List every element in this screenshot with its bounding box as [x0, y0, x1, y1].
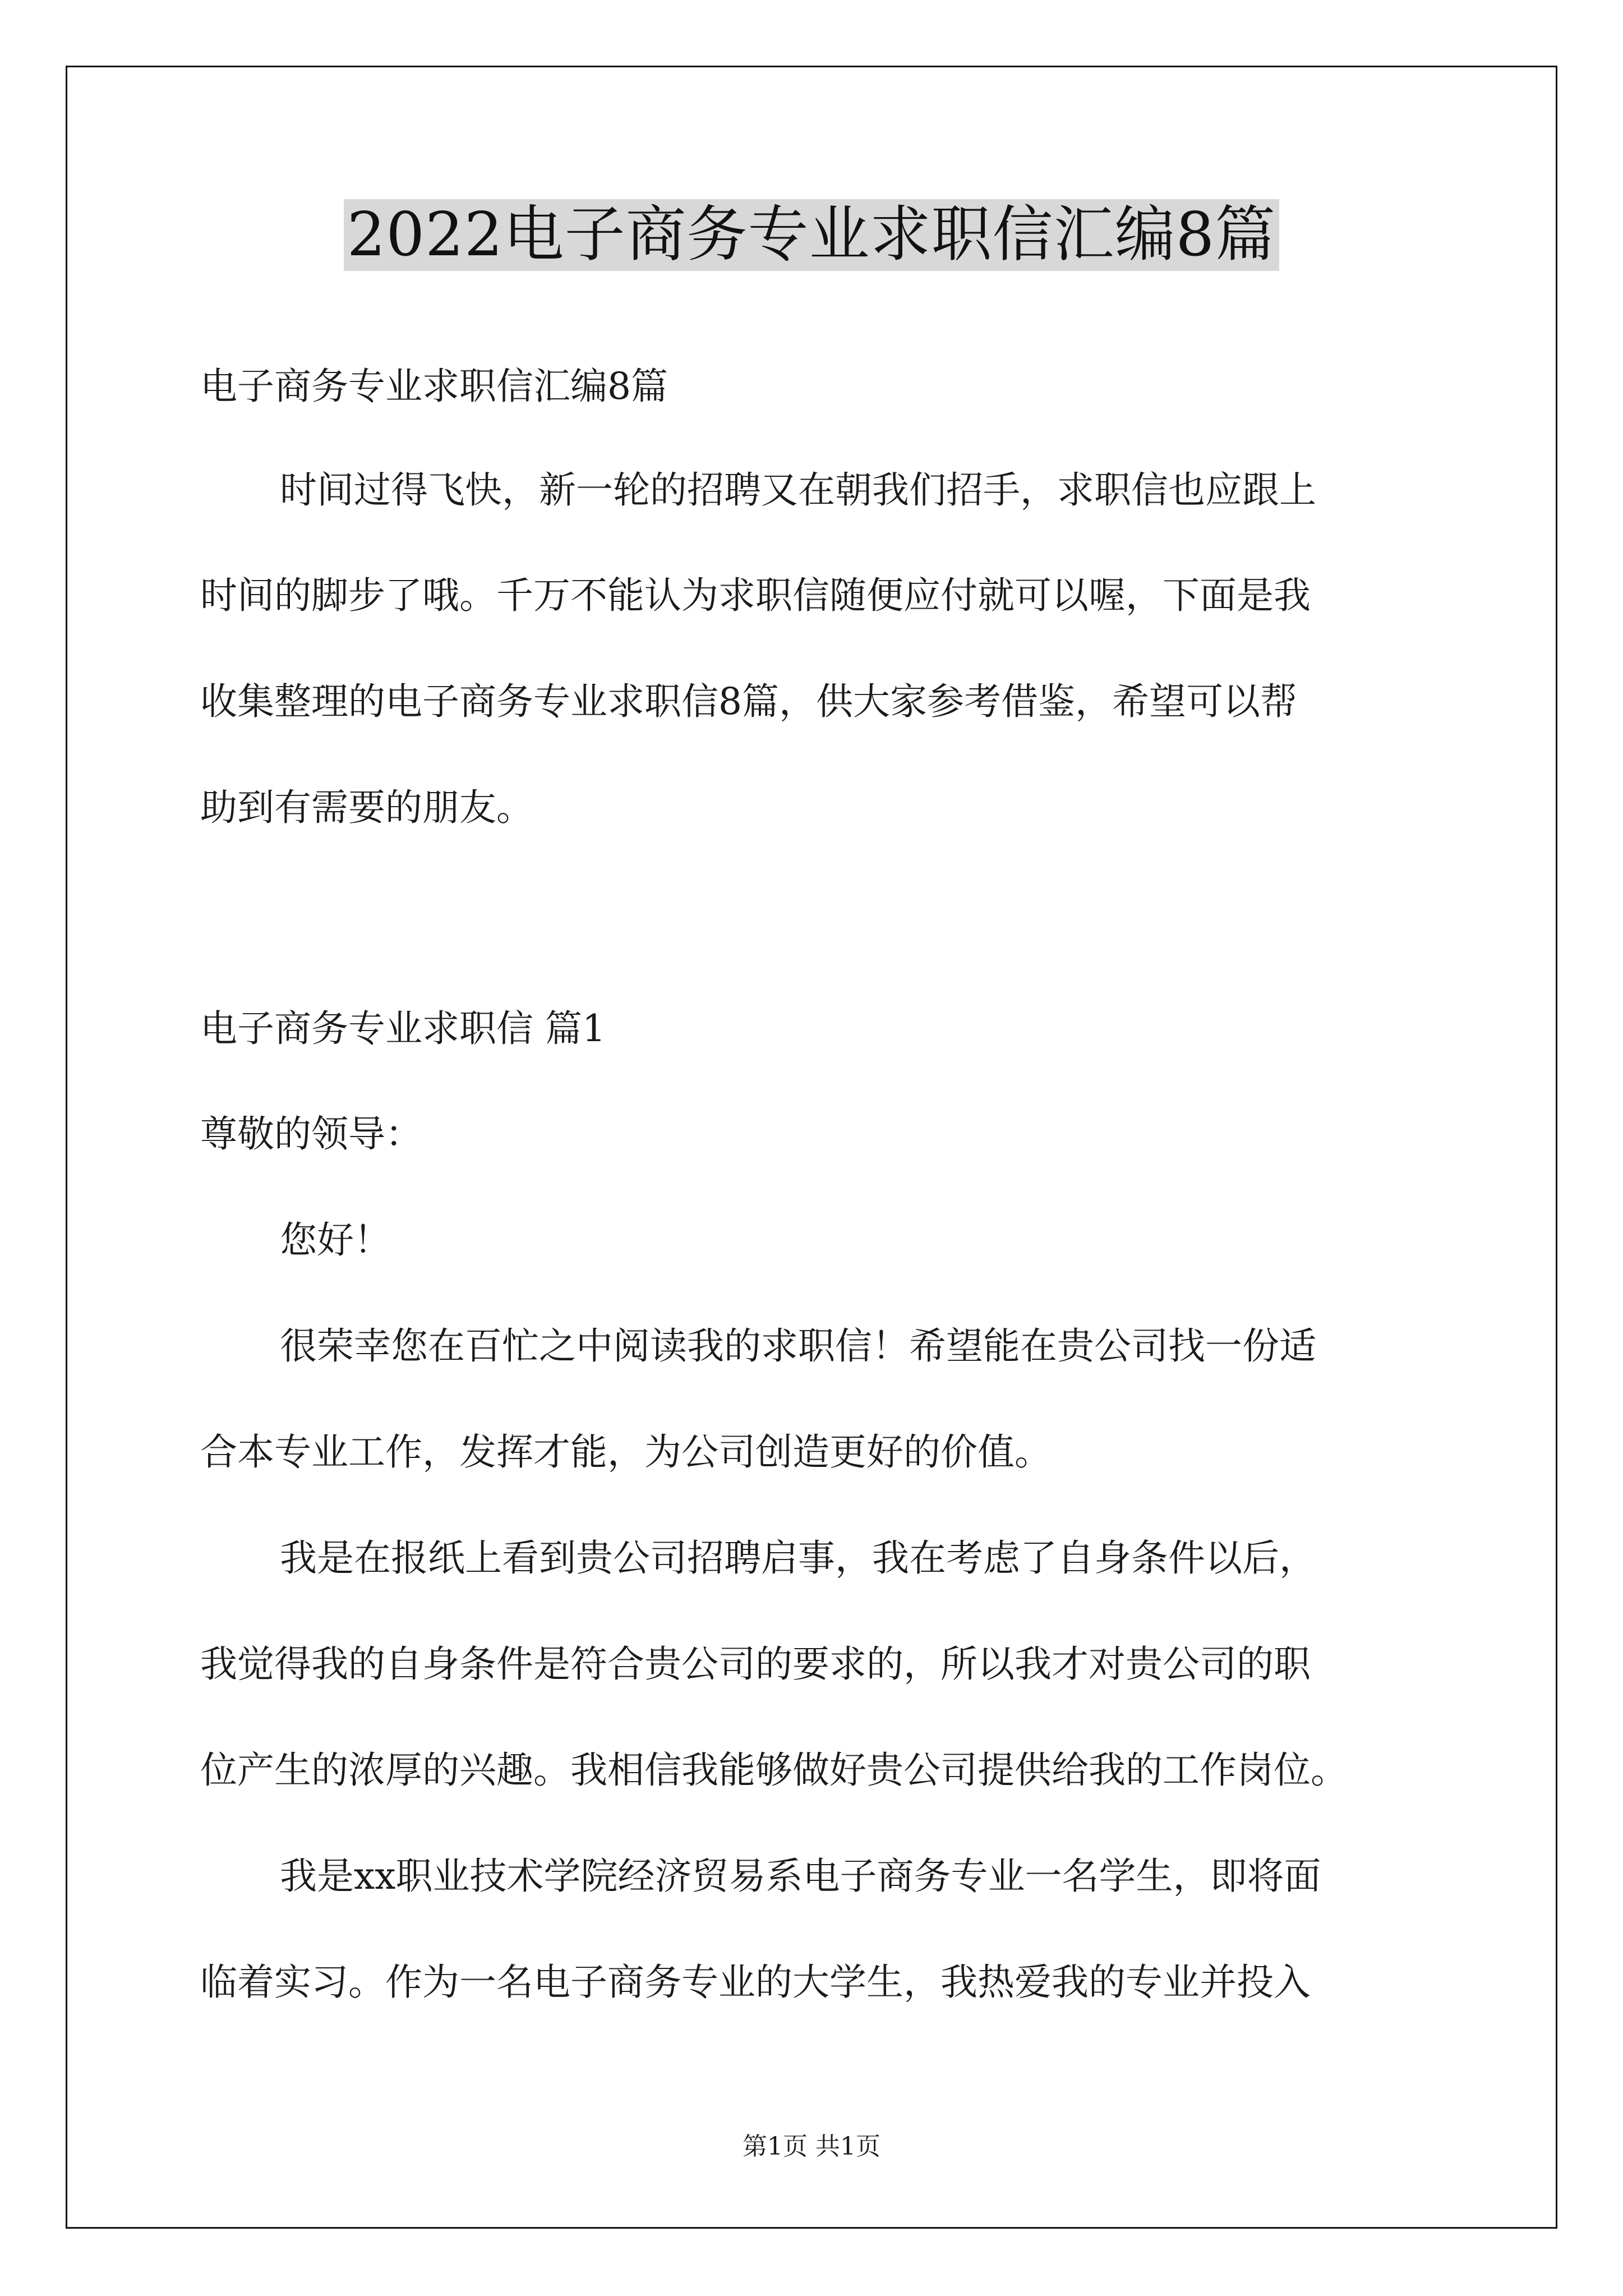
paragraph-line: 很荣幸您在百忙之中阅读我的求职信！希望能在贵公司找一份适 [280, 1324, 1316, 1368]
greeting: 您好！ [280, 1218, 391, 1262]
paragraph-line: 时间过得飞快，新一轮的招聘又在朝我们招手，求职信也应跟上 [280, 468, 1316, 512]
salutation: 尊敬的领导： [200, 1112, 422, 1156]
paragraph-line: 临着实习。作为一名电子商务专业的大学生，我热爱我的专业并投入 [200, 1961, 1311, 2004]
title-container [0, 199, 1623, 271]
paragraph-line: 位产生的浓厚的兴趣。我相信我能够做好贵公司提供给我的工作岗位。 [200, 1749, 1348, 1792]
paragraph-line: 时间的脚步了哦。千万不能认为求职信随便应付就可以喔，下面是我 [200, 574, 1311, 617]
paragraph-line: 合本专业工作，发挥才能，为公司创造更好的价值。 [200, 1430, 1052, 1474]
paragraph-line: 我是xx职业技术学院经济贸易系电子商务专业一名学生，即将面 [280, 1855, 1321, 1898]
section-heading: 电子商务专业求职信 篇1 [200, 1007, 606, 1050]
paragraph-line: 助到有需要的朋友。 [200, 786, 533, 829]
document-title: 2022电子商务专业求职信汇编8篇 [344, 199, 1280, 271]
paragraph-line: 收集整理的电子商务专业求职信8篇，供大家参考借鉴，希望可以帮 [200, 680, 1297, 723]
page-footer: 第1页 共1页 [743, 2132, 880, 2161]
paragraph-line: 我是在报纸上看到贵公司招聘启事，我在考虑了自身条件以后， [280, 1536, 1316, 1580]
paragraph-line: 我觉得我的自身条件是符合贵公司的要求的，所以我才对贵公司的职 [200, 1642, 1311, 1686]
subtitle-line: 电子商务专业求职信汇编8篇 [200, 365, 668, 408]
